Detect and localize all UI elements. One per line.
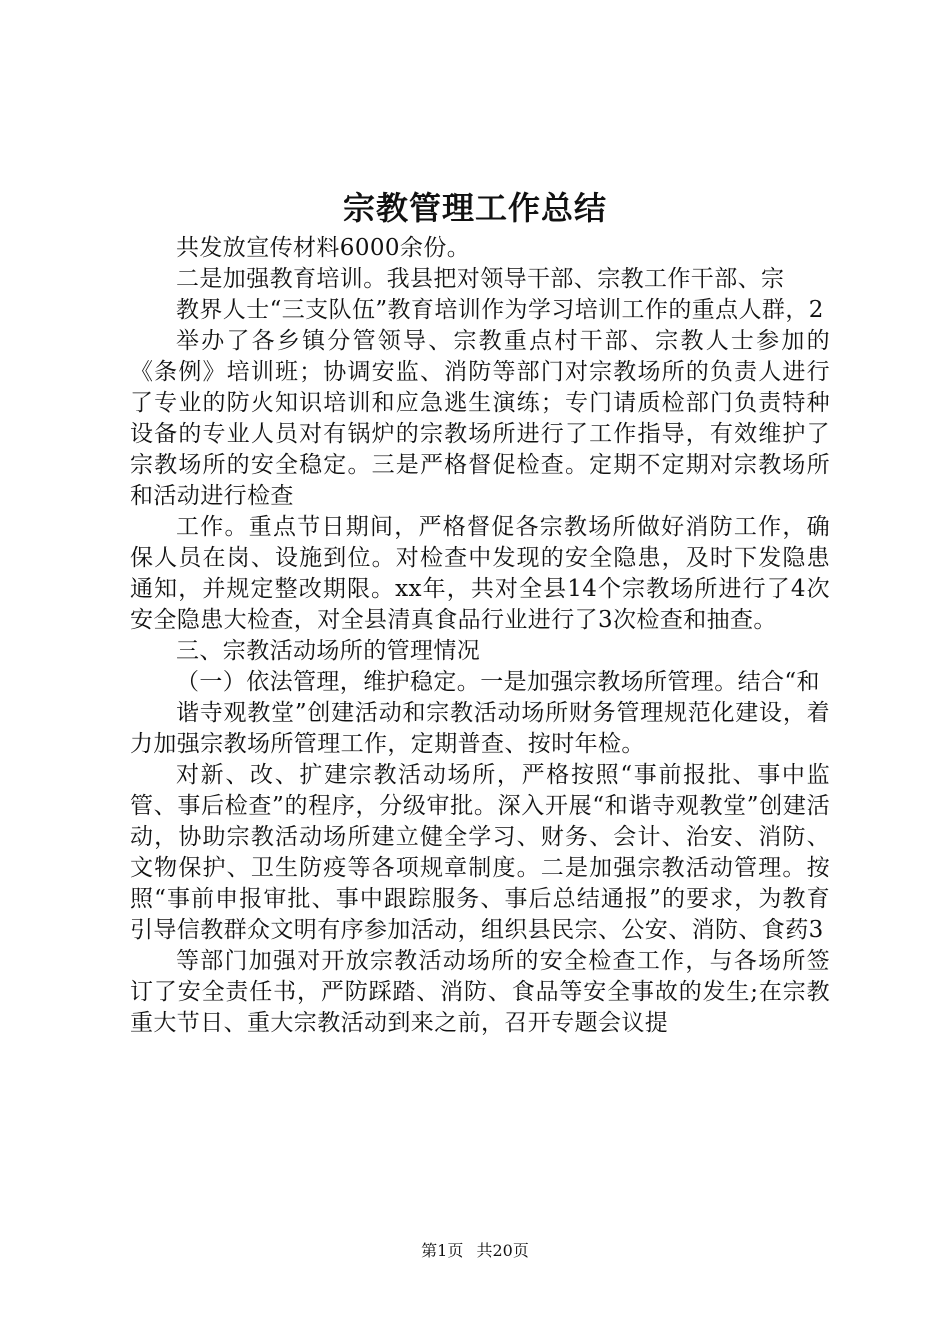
paragraph: 等部门加强对开放宗教活动场所的安全检查工作，与各场所签订了安全责任书，严防踩踏、消防、食品等安全事故的发生;在宗教重大节日、重大宗教活动到来之前，召开专题会议提 xyxy=(130,948,830,1036)
document-title: 宗教管理工作总结 xyxy=(342,189,607,227)
paragraph: 共发放宣传材料6000余份。 xyxy=(176,235,471,261)
paragraph: 举办了各乡镇分管领导、宗教重点村干部、宗教人士参加的《条例》培训班；协调安监、消防等部门对宗教场所的负责人进行了专业的防火知识培训和应急逃生演练；专门请质检部门负责特种设备的专业人员对有锅炉的宗教场所进行了工作指导，有效维护了宗教场所的安全稳定。三是严格督促检查。定期不定期对宗教场所和活动进行检查 xyxy=(130,328,830,509)
paragraph: （一）依法管理，维护稳定。一是加强宗教场所管理。结合“和 xyxy=(176,669,820,695)
page-number: 第1页 xyxy=(421,1241,464,1260)
paragraph: 谐寺观教堂”创建活动和宗教活动场所财务管理规范化建设，着力加强宗教场所管理工作，定期普查、按时年检。 xyxy=(130,700,830,757)
page-total: 共20页 xyxy=(476,1241,529,1260)
paragraph: 对新、改、扩建宗教活动场所，严格按照“事前报批、事中监管、事后检查”的程序，分级审批。深入开展“和谐寺观教堂”创建活动，协助宗教活动场所建立健全学习、财务、会计、治安、消防、文物保护、卫生防疫等各项规章制度。二是加强宗教活动管理。按照“事前申报审批、事中跟踪服务、事后总结通报”的要求，为教育引导信教群众文明有序参加活动，组织县民宗、公安、消防、食药3 xyxy=(130,762,830,943)
paragraph: 教界人士“三支队伍”教育培训作为学习培训工作的重点人群，2 xyxy=(176,297,824,323)
paragraph: 工作。重点节日期间，严格督促各宗教场所做好消防工作，确保人员在岗、设施到位。对检查中发现的安全隐患，及时下发隐患通知，并规定整改期限。xx年，共对全县14个宗教场所进行了4次安全隐患大检查，对全县清真食品行业进行了3次检查和抽查。 xyxy=(130,514,830,633)
page-footer xyxy=(0,1240,950,1262)
section-heading: 三、宗教活动场所的管理情况 xyxy=(176,638,481,664)
document-body xyxy=(130,233,830,1039)
paragraph: 二是加强教育培训。我县把对领导干部、宗教工作干部、宗 xyxy=(176,266,785,292)
